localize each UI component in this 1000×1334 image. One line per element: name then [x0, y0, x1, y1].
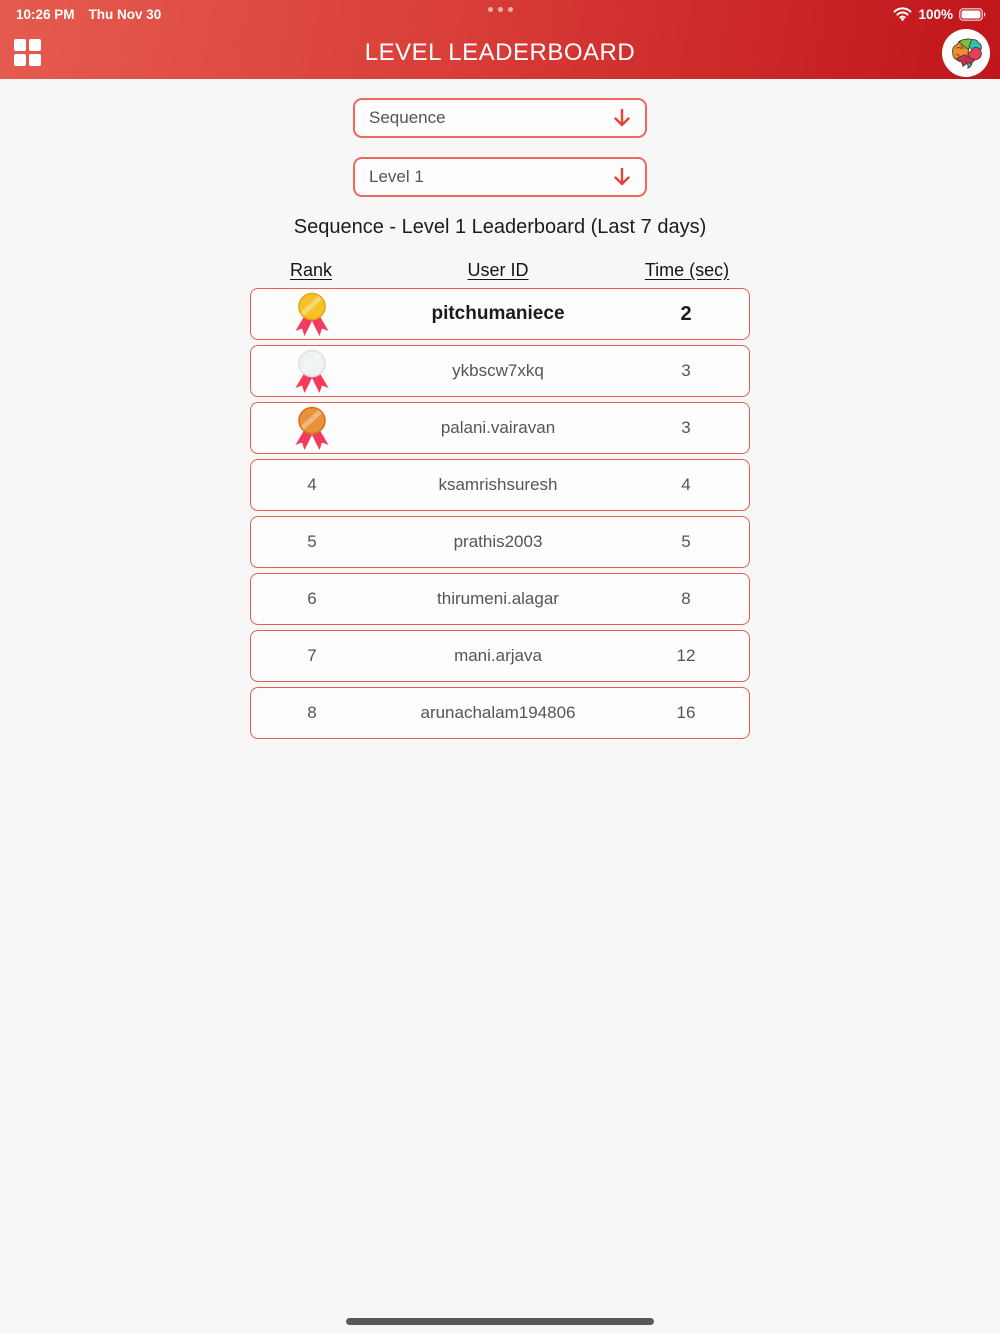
multitask-dots-icon	[0, 7, 1000, 12]
rank-number: 8	[307, 703, 317, 722]
game-dropdown[interactable]	[353, 98, 647, 138]
home-indicator[interactable]	[346, 1318, 654, 1325]
user-id: palani.vairavan	[440, 418, 556, 437]
leaderboard-row	[250, 288, 750, 340]
rank-number: 7	[307, 646, 317, 665]
rank-cell	[251, 291, 373, 337]
rank-column-header: Rank	[289, 260, 333, 280]
status-bar	[0, 0, 1000, 26]
page-title: LEVEL LEADERBOARD	[364, 38, 636, 66]
rank-number: 5	[307, 532, 317, 551]
status-date: Thu Nov 30	[88, 6, 162, 22]
user-id: arunachalam194806	[420, 703, 576, 722]
level-dropdown[interactable]	[353, 157, 647, 197]
user-id: ykbscw7xkq	[452, 361, 544, 380]
leaderboard-row	[250, 630, 750, 682]
profile-avatar[interactable]	[942, 29, 990, 77]
time-value: 8	[681, 589, 691, 608]
down-arrow-icon	[611, 106, 633, 130]
user-id: mani.arjava	[454, 646, 542, 665]
leaderboard-row	[250, 687, 750, 739]
time-column-header: Time (sec)	[644, 260, 730, 280]
rank-number: 4	[307, 475, 317, 494]
main-content	[0, 79, 1000, 739]
status-time: 10:26 PM	[16, 6, 75, 22]
rank-cell	[251, 348, 373, 394]
leaderboard-row	[250, 573, 750, 625]
app-header-area	[0, 0, 1000, 79]
battery-percent: 100%	[918, 6, 953, 22]
level-dropdown-value: Level 1	[369, 167, 424, 186]
rank-cell	[251, 646, 373, 666]
leaderboard-title: Sequence - Level 1 Leaderboard (Last 7 days)	[293, 216, 707, 238]
leaderboard-row	[250, 402, 750, 454]
time-value: 16	[676, 703, 696, 722]
leaderboard-column-headers	[250, 260, 750, 281]
time-value: 3	[681, 361, 691, 380]
brain-logo-icon	[947, 34, 985, 72]
rank-number: 6	[307, 589, 317, 608]
rank-cell	[251, 405, 373, 451]
time-value: 3	[681, 418, 691, 437]
leaderboard-row	[250, 345, 750, 397]
user-id: prathis2003	[453, 532, 543, 551]
rank-cell	[251, 532, 373, 552]
user-id: thirumeni.alagar	[437, 589, 559, 608]
user-id: pitchumaniece	[431, 303, 565, 324]
nav-bar	[0, 26, 1000, 79]
game-dropdown-value: Sequence	[369, 108, 446, 127]
leaderboard-row	[250, 459, 750, 511]
leaderboard-rows	[250, 288, 750, 739]
time-value: 12	[676, 646, 696, 665]
time-value: 2	[680, 302, 692, 325]
gold-medal-icon	[292, 291, 332, 337]
rank-cell	[251, 589, 373, 609]
time-value: 5	[681, 532, 691, 551]
silver-medal-icon	[292, 348, 332, 394]
rank-cell	[251, 703, 373, 723]
bronze-medal-icon	[292, 405, 332, 451]
down-arrow-icon	[611, 165, 633, 189]
userid-column-header: User ID	[467, 260, 529, 280]
time-value: 4	[681, 475, 691, 494]
rank-cell	[251, 475, 373, 495]
user-id: ksamrishsuresh	[438, 475, 558, 494]
leaderboard-row	[250, 516, 750, 568]
